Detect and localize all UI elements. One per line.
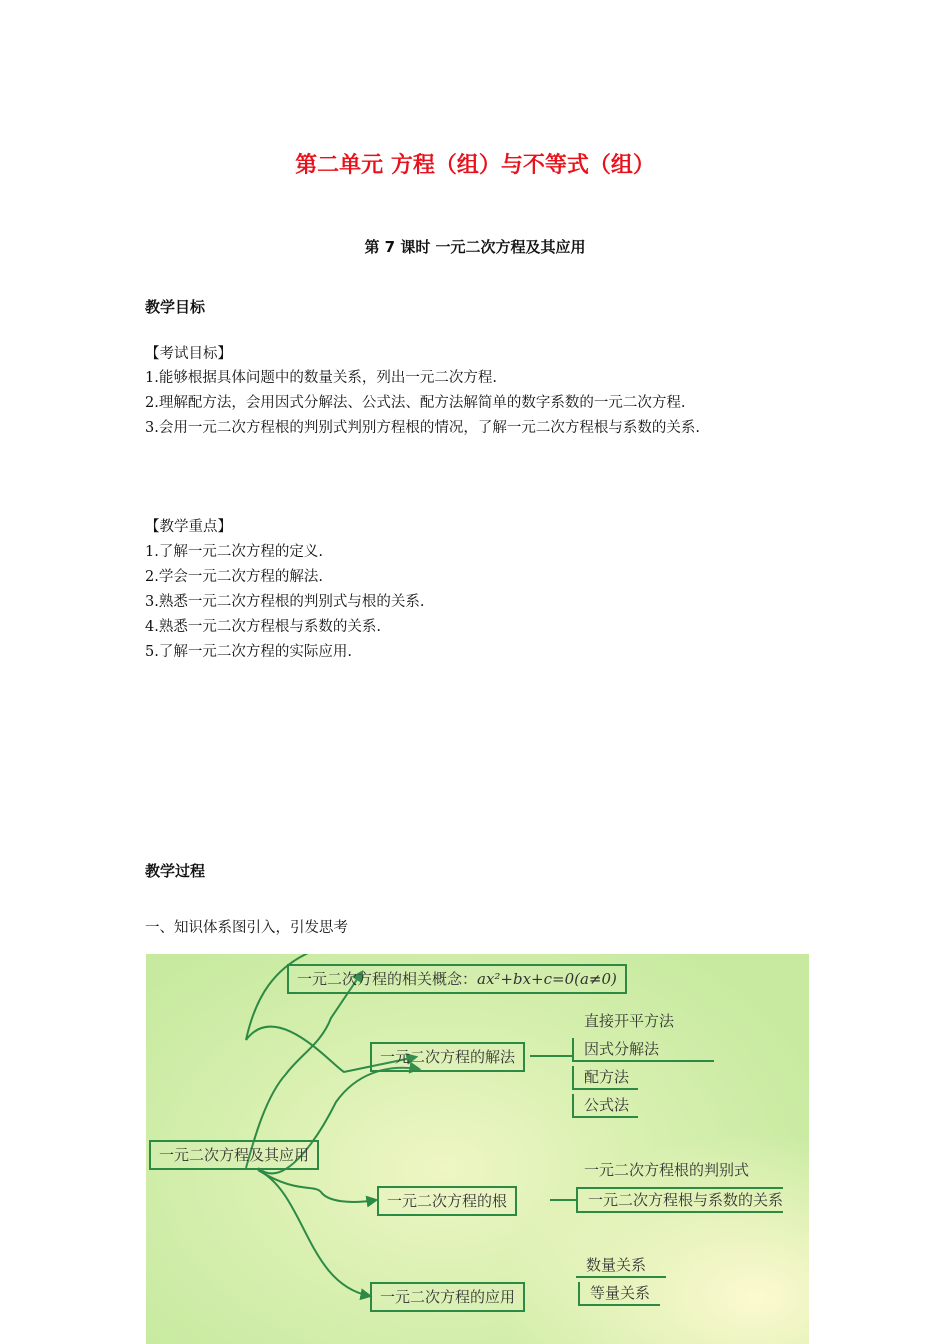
methods-leaf: 配方法 bbox=[572, 1066, 638, 1090]
application-leaf: 数量关系 bbox=[576, 1254, 666, 1278]
key-point-item: 1.了解一元二次方程的定义. bbox=[145, 544, 323, 560]
node-root: 一元二次方程及其应用 bbox=[149, 1140, 319, 1170]
node-methods: 一元二次方程的解法 bbox=[370, 1042, 525, 1072]
exam-goal-item: 2.理解配方法，会用因式分解法、公式法、配方法解简单的数字系数的一元二次方程. bbox=[145, 395, 686, 411]
node-application: 一元二次方程的应用 bbox=[370, 1282, 525, 1312]
methods-leaf: 公式法 bbox=[572, 1094, 638, 1118]
process-step: 一、知识体系图引入，引发思考 bbox=[145, 920, 348, 936]
methods-leaf: 直接开平方法 bbox=[584, 1012, 675, 1030]
node-concept bbox=[287, 964, 627, 994]
roots-leaf: 一元二次方程根与系数的关系 bbox=[576, 1187, 783, 1213]
concept-formula: ax²+bx+c=0(a≠0) bbox=[477, 970, 617, 988]
lesson-title: 第 7 课时 一元二次方程及其应用 bbox=[364, 238, 586, 256]
roots-leaf: 一元二次方程根的判别式 bbox=[584, 1161, 750, 1179]
exam-goal-item: 3.会用一元二次方程根的判别式判别方程根的情况，了解一元二次方程根与系数的关系. bbox=[145, 420, 700, 436]
unit-title: 第二单元 方程（组）与不等式（组） bbox=[295, 153, 655, 178]
key-point-item: 5.了解一元二次方程的实际应用. bbox=[145, 644, 352, 660]
methods-leaf: 因式分解法 bbox=[572, 1038, 714, 1062]
process-heading: 教学过程 bbox=[145, 862, 206, 880]
exam-goal-item: 1.能够根据具体问题中的数量关系，列出一元二次方程. bbox=[145, 370, 497, 386]
key-points-label: 【教学重点】 bbox=[145, 519, 232, 535]
objectives-heading: 教学目标 bbox=[145, 298, 206, 316]
exam-goals-label: 【考试目标】 bbox=[145, 346, 232, 362]
key-point-item: 3.熟悉一元二次方程根的判别式与根的关系. bbox=[145, 594, 425, 610]
key-point-item: 2.学会一元二次方程的解法. bbox=[145, 569, 323, 585]
node-roots: 一元二次方程的根 bbox=[377, 1186, 517, 1216]
key-point-item: 4.熟悉一元二次方程根与系数的关系. bbox=[145, 619, 381, 635]
node-concept-label: 一元二次方程的相关概念： bbox=[297, 970, 478, 988]
application-leaf: 等量关系 bbox=[578, 1282, 660, 1306]
knowledge-mind-map bbox=[146, 954, 809, 1344]
